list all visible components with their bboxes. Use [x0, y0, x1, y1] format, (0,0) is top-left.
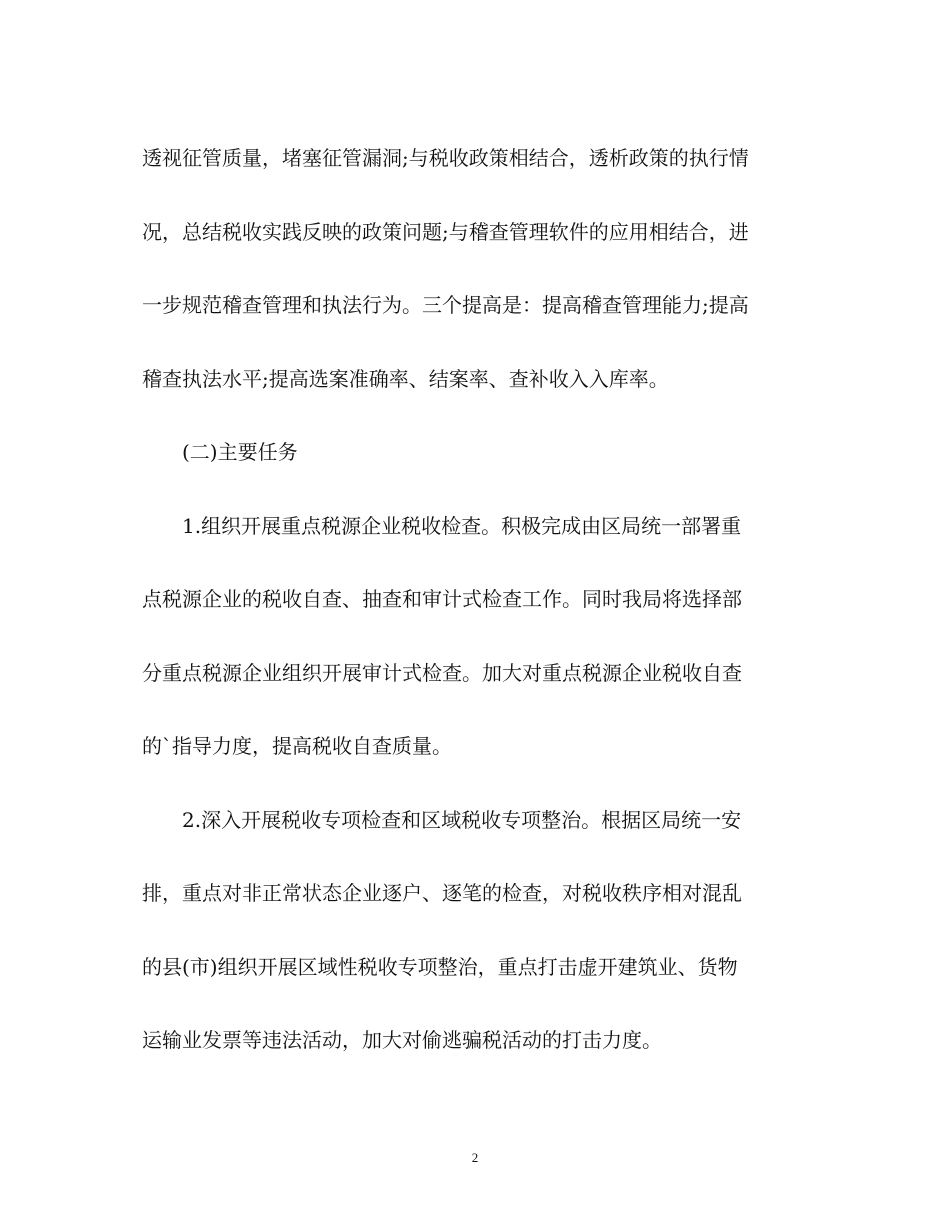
body-text: [142, 138, 810, 1094]
text-line: 透视征管质量，堵塞征管漏洞;与税收政策相结合，透析政策的执行情: [142, 146, 749, 170]
text-line: 排，重点对非正常状态企业逐户、逐笔的检查，对税收秩序相对混乱: [142, 881, 742, 905]
text-line: 2.深入开展税收专项检查和区域税收专项整治。根据区局统一安: [142, 807, 742, 832]
section-heading: (二)主要任务: [142, 440, 298, 464]
text-line: 点税源企业的税收自查、抽查和审计式检查工作。同时我局将选择部: [142, 587, 742, 611]
text-line: 运输业发票等违法活动，加大对偷逃骗税活动的打击力度。: [142, 1028, 662, 1052]
text-line: 一步规范稽查管理和执法行为。三个提高是：提高稽查管理能力;提高: [142, 293, 749, 317]
text-line: 稽查执法水平;提高选案准确率、结案率、查补收入入库率。: [142, 366, 669, 391]
text-line: 1.组织开展重点税源企业税收检查。积极完成由区局统一部署重: [142, 513, 742, 538]
text-line: 的`指导力度，提高税收自查质量。: [142, 734, 452, 758]
page-number: 2: [471, 1150, 479, 1165]
text-line: 的县(市)组织开展区域性税收专项整治，重点打击虚开建筑业、货物: [142, 954, 738, 979]
text-line: 况，总结税收实践反映的政策问题;与稽查管理软件的应用相结合，进: [142, 219, 749, 244]
text-line: 分重点税源企业组织开展审计式检查。加大对重点税源企业税收自查: [142, 660, 742, 685]
